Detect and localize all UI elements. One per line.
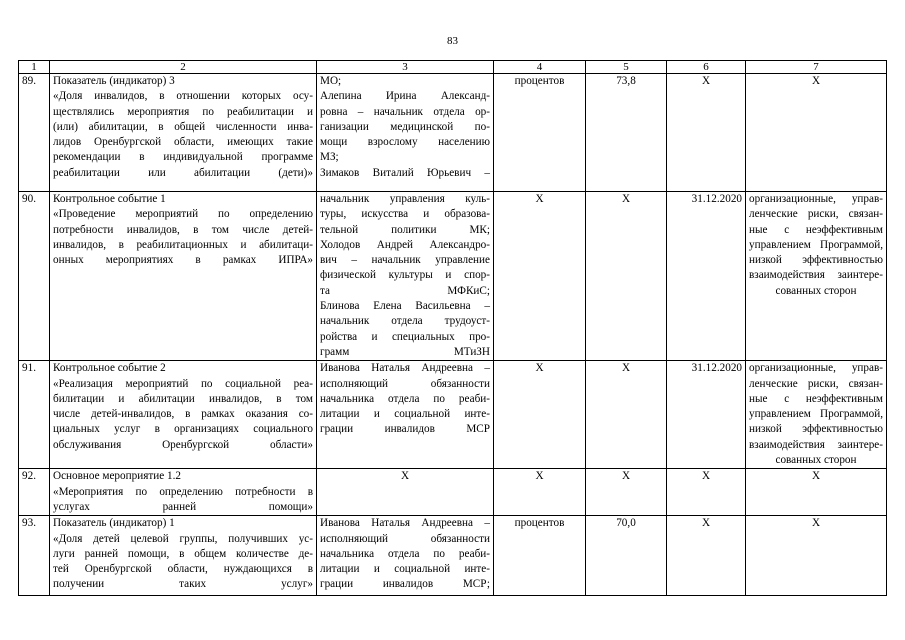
cell-text-line: «Проведение мероприятий по определению (53, 208, 313, 221)
cell-text-line: МЗ; (320, 151, 339, 164)
cell-text-line: ровна – начальник отдела ор- (320, 105, 490, 118)
cell-text-line: Х (811, 470, 821, 483)
cell-text-line: управлением Программой, (749, 238, 883, 251)
row-number-cell (19, 516, 50, 596)
unit-cell (494, 516, 586, 596)
cell-text-line: Х (701, 470, 711, 483)
cell-text-line: ройства и специальных про- (320, 330, 490, 343)
responsible-executor-cell (317, 516, 494, 596)
page-number: 83 (447, 35, 458, 47)
event-description-cell (50, 192, 317, 361)
cell-text-line: процентов (514, 517, 565, 530)
cell-text-line: физической культуры и спор- (320, 269, 490, 282)
cell-text-line: грамм МТиЗН (320, 345, 490, 358)
event-description-cell (50, 74, 317, 192)
cell-text-line: 89. (22, 75, 36, 87)
cell-text-line: начальник управления куль- (320, 193, 490, 205)
cell-text-line: Холодов Андрей Александро- (320, 238, 490, 251)
cell-text-line: сованных сторон (775, 454, 857, 467)
cell-text-line: грации инвалидов МСР; (320, 578, 490, 591)
cell-text-line: начальник отдела трудоуст- (320, 315, 490, 328)
cell-text-line: 90. (22, 193, 36, 205)
cell-text-line: Х (701, 75, 711, 87)
unit-cell (494, 192, 586, 361)
column-number-row (19, 61, 887, 74)
cell-text-line: получении таких услуг» (53, 578, 313, 591)
cell-text-line: взаимодействия заинтере- (749, 438, 883, 451)
value-cell (586, 516, 667, 596)
row-number-cell (19, 361, 50, 469)
cell-text-line: Х (621, 193, 631, 205)
responsible-executor-cell (317, 192, 494, 361)
cell-text-line: ные с неэффективным (749, 392, 883, 405)
deadline-cell (667, 74, 746, 192)
cell-text-line: 92. (22, 470, 36, 483)
risks-cell (746, 192, 887, 361)
cell-text-line: Контрольное событие 1 (53, 193, 166, 205)
cell-text-line: Основное мероприятие 1.2 (53, 470, 181, 483)
value-cell (586, 469, 667, 516)
cell-text-line: 93. (22, 517, 36, 530)
cell-text-line: 31.12.2020 (691, 193, 742, 205)
cell-text-line: рекомендации в индивидуальной программе (53, 151, 313, 164)
row-number-cell (19, 192, 50, 361)
risks-cell (746, 74, 887, 192)
cell-text-line: «Доля детей целевой группы, получивших ус- (53, 532, 313, 545)
unit-cell (494, 74, 586, 192)
cell-text-line: литации и социальной инте- (320, 408, 490, 421)
cell-text-line: услугах ранней помощи» (53, 500, 313, 513)
cell-text-line: Х (621, 470, 631, 483)
column-number: 6 (667, 61, 746, 74)
cell-text-line: та МФКиС; (320, 284, 490, 297)
cell-text-line: начальника отдела по реаби- (320, 547, 490, 560)
cell-text-line: онных мероприятиях в рамках ИПРА» (53, 254, 313, 267)
cell-text-line: ганизации медицинской по- (320, 120, 490, 133)
cell-text-line: организационные, управ- (749, 362, 883, 375)
cell-text-line: «Реализация мероприятий по социальной реа- (53, 377, 313, 390)
responsible-executor-cell (317, 469, 494, 516)
cell-text-line: управлением Программой, (749, 408, 883, 421)
cell-text-line: Х (535, 470, 544, 483)
cell-text-line: Показатель (индикатор) 3 (53, 75, 175, 87)
column-number: 4 (494, 61, 586, 74)
cell-text-line: Зимаков Виталий Юрьевич – (320, 166, 490, 179)
column-number: 1 (19, 61, 50, 74)
cell-text-line: ные с неэффективным (749, 223, 883, 236)
cell-text-line: Х (400, 470, 410, 483)
event-description-cell (50, 361, 317, 469)
cell-text-line: ществлялись мероприятия по реабилитации и (53, 105, 313, 118)
cell-text-line: мощи взрослому населению (320, 136, 490, 149)
value-cell (586, 74, 667, 192)
cell-text-line: туры, искусства и образова- (320, 208, 490, 221)
cell-text-line: «Мероприятия по определению потребности в (53, 485, 313, 498)
cell-text-line: циальных услуг в организациях социального (53, 423, 313, 436)
deadline-cell (667, 361, 746, 469)
cell-text-line: 31.12.2020 (691, 362, 742, 375)
deadline-cell (667, 516, 746, 596)
cell-text-line: вич – начальник управление (320, 254, 490, 267)
deadline-cell (667, 469, 746, 516)
cell-text-line: Блинова Елена Васильевна – (320, 300, 490, 313)
cell-text-line: (или) абилитации, в общей численности инва- (53, 120, 313, 133)
value-cell (586, 361, 667, 469)
cell-text-line: обслуживания Оренбургской области» (53, 438, 313, 451)
program-table (18, 60, 887, 596)
cell-text-line: Х (811, 517, 821, 530)
cell-text-line: Х (535, 193, 544, 205)
cell-text-line: грации инвалидов МСР (320, 423, 490, 436)
cell-text-line: Контрольное событие 2 (53, 362, 166, 375)
cell-text-line: взаимодействия заинтере- (749, 269, 883, 282)
cell-text-line: реабилитации или абилитации (дети)» (53, 166, 313, 179)
cell-text-line: «Доля инвалидов, в отношении которых осу- (53, 90, 313, 103)
cell-text-line: луги ранней помощи, в общем количестве де- (53, 547, 313, 560)
table-row (19, 361, 887, 469)
table-row (19, 192, 887, 361)
row-number-cell (19, 74, 50, 192)
cell-text-line: ленческие риски, связан- (749, 208, 883, 221)
cell-text-line: низкой эффективностью (749, 423, 883, 436)
column-number: 7 (746, 61, 887, 74)
event-description-cell (50, 516, 317, 596)
cell-text-line: низкой эффективностью (749, 254, 883, 267)
cell-text-line: Х (701, 517, 711, 530)
cell-text-line: Иванова Наталья Андреевна – (320, 517, 490, 530)
table-row (19, 74, 887, 192)
cell-text-line: тей Оренбургской области, нуждающихся в (53, 563, 313, 576)
cell-text-line: литации и социальной инте- (320, 563, 490, 576)
cell-text-line: процентов (514, 75, 565, 87)
responsible-executor-cell (317, 74, 494, 192)
cell-text-line: исполняющий обязанности (320, 377, 490, 390)
cell-text-line: организационные, управ- (749, 193, 883, 205)
cell-text-line: билитации и абилитации инвалидов, в том (53, 392, 313, 405)
cell-text-line: Алепина Ирина Александ- (320, 90, 490, 103)
cell-text-line: лидов Оренбургской области, имеющих такие (53, 136, 313, 149)
cell-text-line: Х (535, 362, 544, 375)
cell-text-line: Х (621, 362, 631, 375)
cell-text-line: Х (811, 75, 821, 87)
row-number-cell (19, 469, 50, 516)
cell-text-line: числе детей-инвалидов, в рамках оказания со- (53, 408, 313, 421)
table-row (19, 516, 887, 596)
cell-text-line: 91. (22, 362, 36, 375)
cell-text-line: потребности инвалидов, в том числе детей- (53, 223, 313, 236)
cell-text-line: сованных сторон (775, 284, 857, 297)
cell-text-line: 70,0 (616, 517, 636, 530)
risks-cell (746, 516, 887, 596)
risks-cell (746, 469, 887, 516)
table-row (19, 469, 887, 516)
cell-text-line: тельной политики МК; (320, 223, 490, 236)
unit-cell (494, 361, 586, 469)
unit-cell (494, 469, 586, 516)
responsible-executor-cell (317, 361, 494, 469)
column-number: 5 (586, 61, 667, 74)
cell-text-line: ленческие риски, связан- (749, 377, 883, 390)
value-cell (586, 192, 667, 361)
event-description-cell (50, 469, 317, 516)
column-number: 3 (317, 61, 494, 74)
cell-text-line: начальника отдела по реаби- (320, 392, 490, 405)
column-number: 2 (50, 61, 317, 74)
deadline-cell (667, 192, 746, 361)
cell-text-line: 73,8 (616, 75, 636, 87)
cell-text-line: МО; (320, 75, 342, 87)
cell-text-line: исполняющий обязанности (320, 532, 490, 545)
cell-text-line: инвалидов, в реабилитационных и абилитаци- (53, 238, 313, 251)
cell-text-line: Иванова Наталья Андреевна – (320, 362, 490, 375)
risks-cell (746, 361, 887, 469)
cell-text-line: Показатель (индикатор) 1 (53, 517, 175, 530)
